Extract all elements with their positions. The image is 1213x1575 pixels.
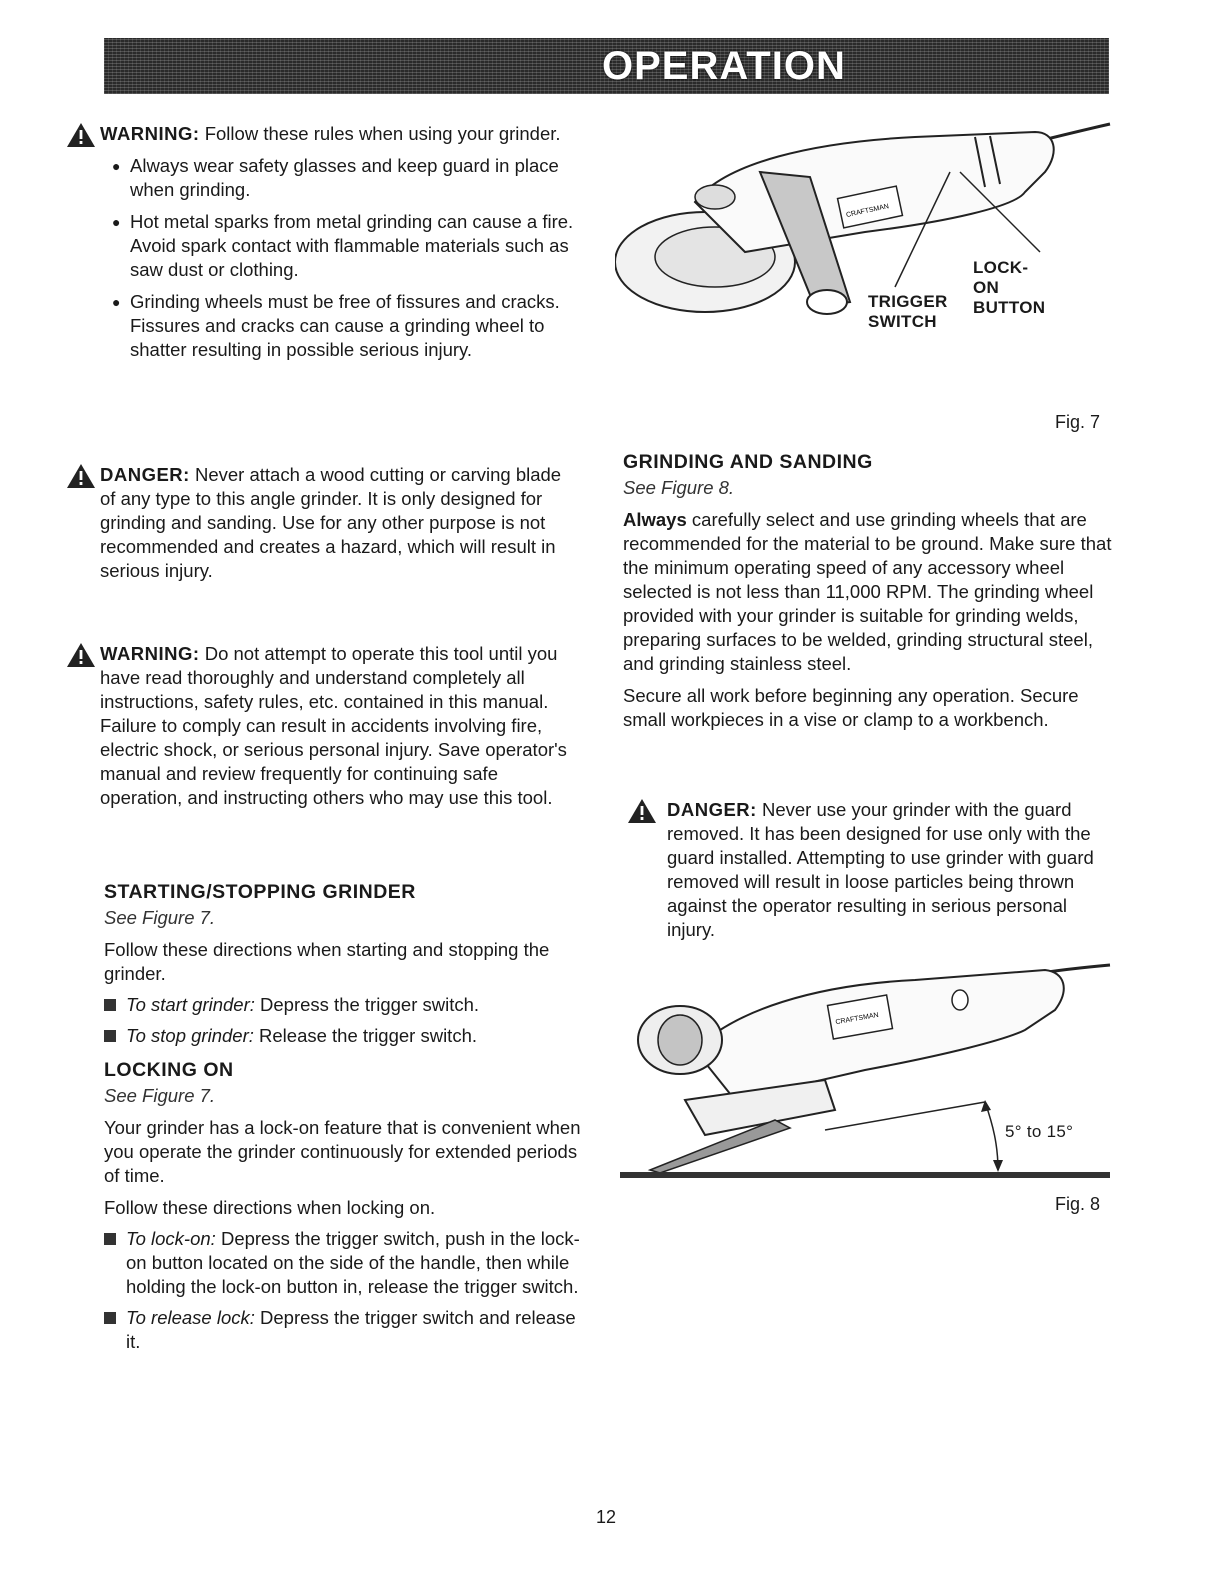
- square-bullet-icon: [104, 1233, 116, 1245]
- list-item: To stop grinder: Release the trigger switch.: [92, 1024, 584, 1048]
- warning-text: Follow these rules when using your grinder.: [204, 123, 561, 144]
- warning-label: WARNING:: [100, 123, 200, 144]
- figure-8-label: Fig. 8: [1055, 1194, 1101, 1214]
- lock-on-button-callout: LOCK-ON BUTTON: [973, 258, 1046, 317]
- grinding-sanding-section: [623, 450, 1113, 732]
- danger-text: Never attach a wood cutting or carving blade of any type to this angle grinder. It is only designed for grinding and sanding. Use for any other purpose is not recommended and creates a hazard, which will result in serious injury.: [100, 464, 562, 581]
- brand-label: CRAFTSMAN: [845, 203, 890, 220]
- danger-label: DANGER:: [667, 799, 757, 820]
- list-item: To lock-on: Depress the trigger switch, push in the lock-on button located on the side of the handle, then while holding the lock-on button in, release the trigger switch.: [92, 1227, 584, 1299]
- brand-label: CRAFTSMAN: [835, 1011, 880, 1027]
- angle-callout: 5° to 15°: [1005, 1122, 1074, 1141]
- square-bullet-icon: [104, 1030, 116, 1042]
- section-heading: GRINDING AND SANDING: [623, 451, 873, 473]
- square-bullet-icon: [104, 999, 116, 1011]
- warning-text: Do not attempt to operate this tool until you have read thoroughly and understand completely all instructions, safety rules, etc. contained in this manual. Failure to comply can result in accidents involving fire, electric shock, or serious personal injury. Save operator's manual and review frequently for continuing safe operation, and instructing others who may use this tool.: [100, 643, 567, 808]
- figure-7-label: Fig. 7: [1055, 412, 1101, 432]
- section-heading: LOCKING ON: [104, 1059, 234, 1081]
- figure-8-grinder-angle-illustration: [615, 960, 1115, 1185]
- list-item: To release lock: Depress the trigger switch and release it.: [92, 1306, 584, 1354]
- figure-reference: See Figure 8.: [623, 477, 735, 498]
- figure-reference: See Figure 7.: [104, 907, 216, 928]
- trigger-switch-callout: TRIGGER SWITCH: [868, 292, 948, 331]
- list-item: To start grinder: Depress the trigger switch.: [92, 993, 584, 1017]
- section-banner: [104, 38, 1109, 94]
- list-item: ● Always wear safety glasses and keep guard in place when grinding.: [112, 155, 559, 200]
- danger-label: DANGER:: [100, 464, 190, 485]
- list-item: ● Hot metal sparks from metal grinding can cause a fire. Avoid spark contact with flammable materials such as saw dust or clothing.: [112, 211, 574, 280]
- section-heading: STARTING/STOPPING GRINDER: [104, 881, 416, 903]
- starting-stopping-section: [104, 880, 584, 1354]
- page-number: 12: [596, 1507, 617, 1527]
- warning-block-read-manual: [66, 642, 596, 810]
- square-bullet-icon: [104, 1312, 116, 1324]
- list-item: ● Grinding wheels must be free of fissures and cracks. Fissures and cracks can cause a grinding wheel to shatter resulting in possible serious injury.: [112, 291, 560, 360]
- page-title: OPERATION: [602, 44, 846, 88]
- warning-label: WARNING:: [100, 643, 200, 664]
- paragraph: Follow these directions when locking on.: [104, 1197, 436, 1218]
- danger-block-guard: [627, 798, 1107, 942]
- danger-text: Never use your grinder with the guard removed. It has been designed for use only with the guard installed. Attempting to use grinder with guard removed will result in loose particles being thrown against the operator resulting in serious personal injury.: [667, 799, 1094, 940]
- paragraph: Secure all work before beginning any operation. Secure small workpieces in a vise or clamp to a workbench.: [623, 685, 1079, 730]
- paragraph: Follow these directions when starting and stopping the grinder.: [104, 939, 550, 984]
- paragraph: Your grinder has a lock-on feature that is convenient when you operate the grinder continuously for extended periods of time.: [104, 1117, 581, 1186]
- warning-block-rules: [66, 122, 596, 362]
- paragraph: Always carefully select and use grinding wheels that are recommended for the material to be ground. Make sure that the minimum operating speed of any accessory wheel selected is not less than 11,000 RPM. The grinding wheel provided with your grinder is suitable for grinding welds, preparing surfaces to be welded, grinding structural steel, and grinding stainless steel.: [623, 509, 1112, 674]
- figure-reference: See Figure 7.: [104, 1085, 216, 1106]
- danger-block-blade: [66, 463, 596, 583]
